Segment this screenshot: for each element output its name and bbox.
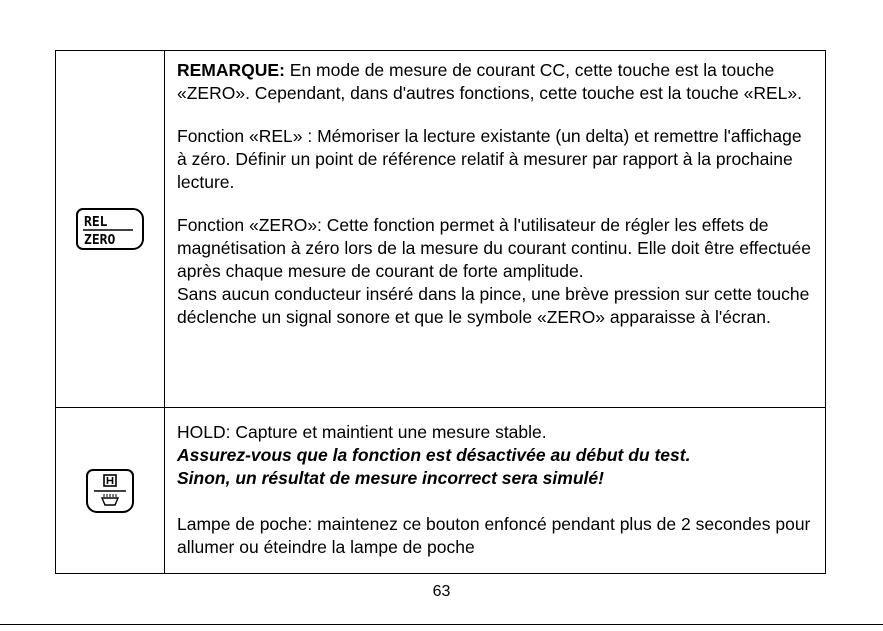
zero-key-label: ZERO — [84, 233, 116, 248]
remark-paragraph — [177, 59, 815, 105]
remark-body: En mode de mesure de courant CC, cette touche est la touche «ZERO». Cependant, dans d'autres fonctions, cette touche est la touche «REL». — [177, 60, 802, 103]
zero-note-paragraph: Sans aucun conducteur inséré dans la pince, une brève pression sur cette touche déclenche un signal sonore et que le symbole «ZERO» apparaisse à l'écran. — [177, 284, 810, 327]
remark-lead: REMARQUE: — [177, 60, 285, 80]
hold-row — [56, 408, 825, 573]
zero-function-paragraph: Fonction «ZERO»: Cette fonction permet à l'utilisateur de régler les effets de magnétisation à zéro lors de la mesure du courant continu. Elle doit être effectuée après chaque mesure de courant de forte amplitude. — [177, 215, 811, 281]
instruction-table — [55, 50, 826, 574]
flashlight-paragraph: Lampe de poche: maintenez ce bouton enfoncé pendant plus de 2 secondes pour allumer ou éteindre la lampe de poche — [177, 514, 811, 557]
page-number: 63 — [432, 583, 451, 600]
warning-line-2: Sinon, un résultat de mesure incorrect sera simulé! — [177, 468, 604, 488]
flashlight-icon — [102, 494, 118, 505]
rel-function-paragraph: Fonction «REL» : Mémoriser la lecture existante (un delta) et remettre l'affichage à zéro. Définir un point de référence relatif à mesurer par rapport à la prochaine lecture. — [177, 126, 802, 192]
warning-line-1: Assurez-vous que la fonction est désactivée au début du test. — [177, 445, 691, 465]
rel-zero-description — [165, 51, 825, 407]
footer-divider — [0, 624, 883, 625]
rel-zero-row — [56, 51, 825, 408]
hold-flashlight-key-icon — [85, 468, 135, 514]
rel-zero-icon-cell — [56, 51, 165, 407]
hold-description — [165, 408, 825, 573]
rel-key-label: REL — [84, 215, 108, 230]
hold-paragraph: HOLD: Capture et maintient une mesure stable. — [177, 422, 547, 442]
hold-icon-cell — [56, 408, 165, 573]
rel-zero-key-icon — [75, 207, 145, 251]
